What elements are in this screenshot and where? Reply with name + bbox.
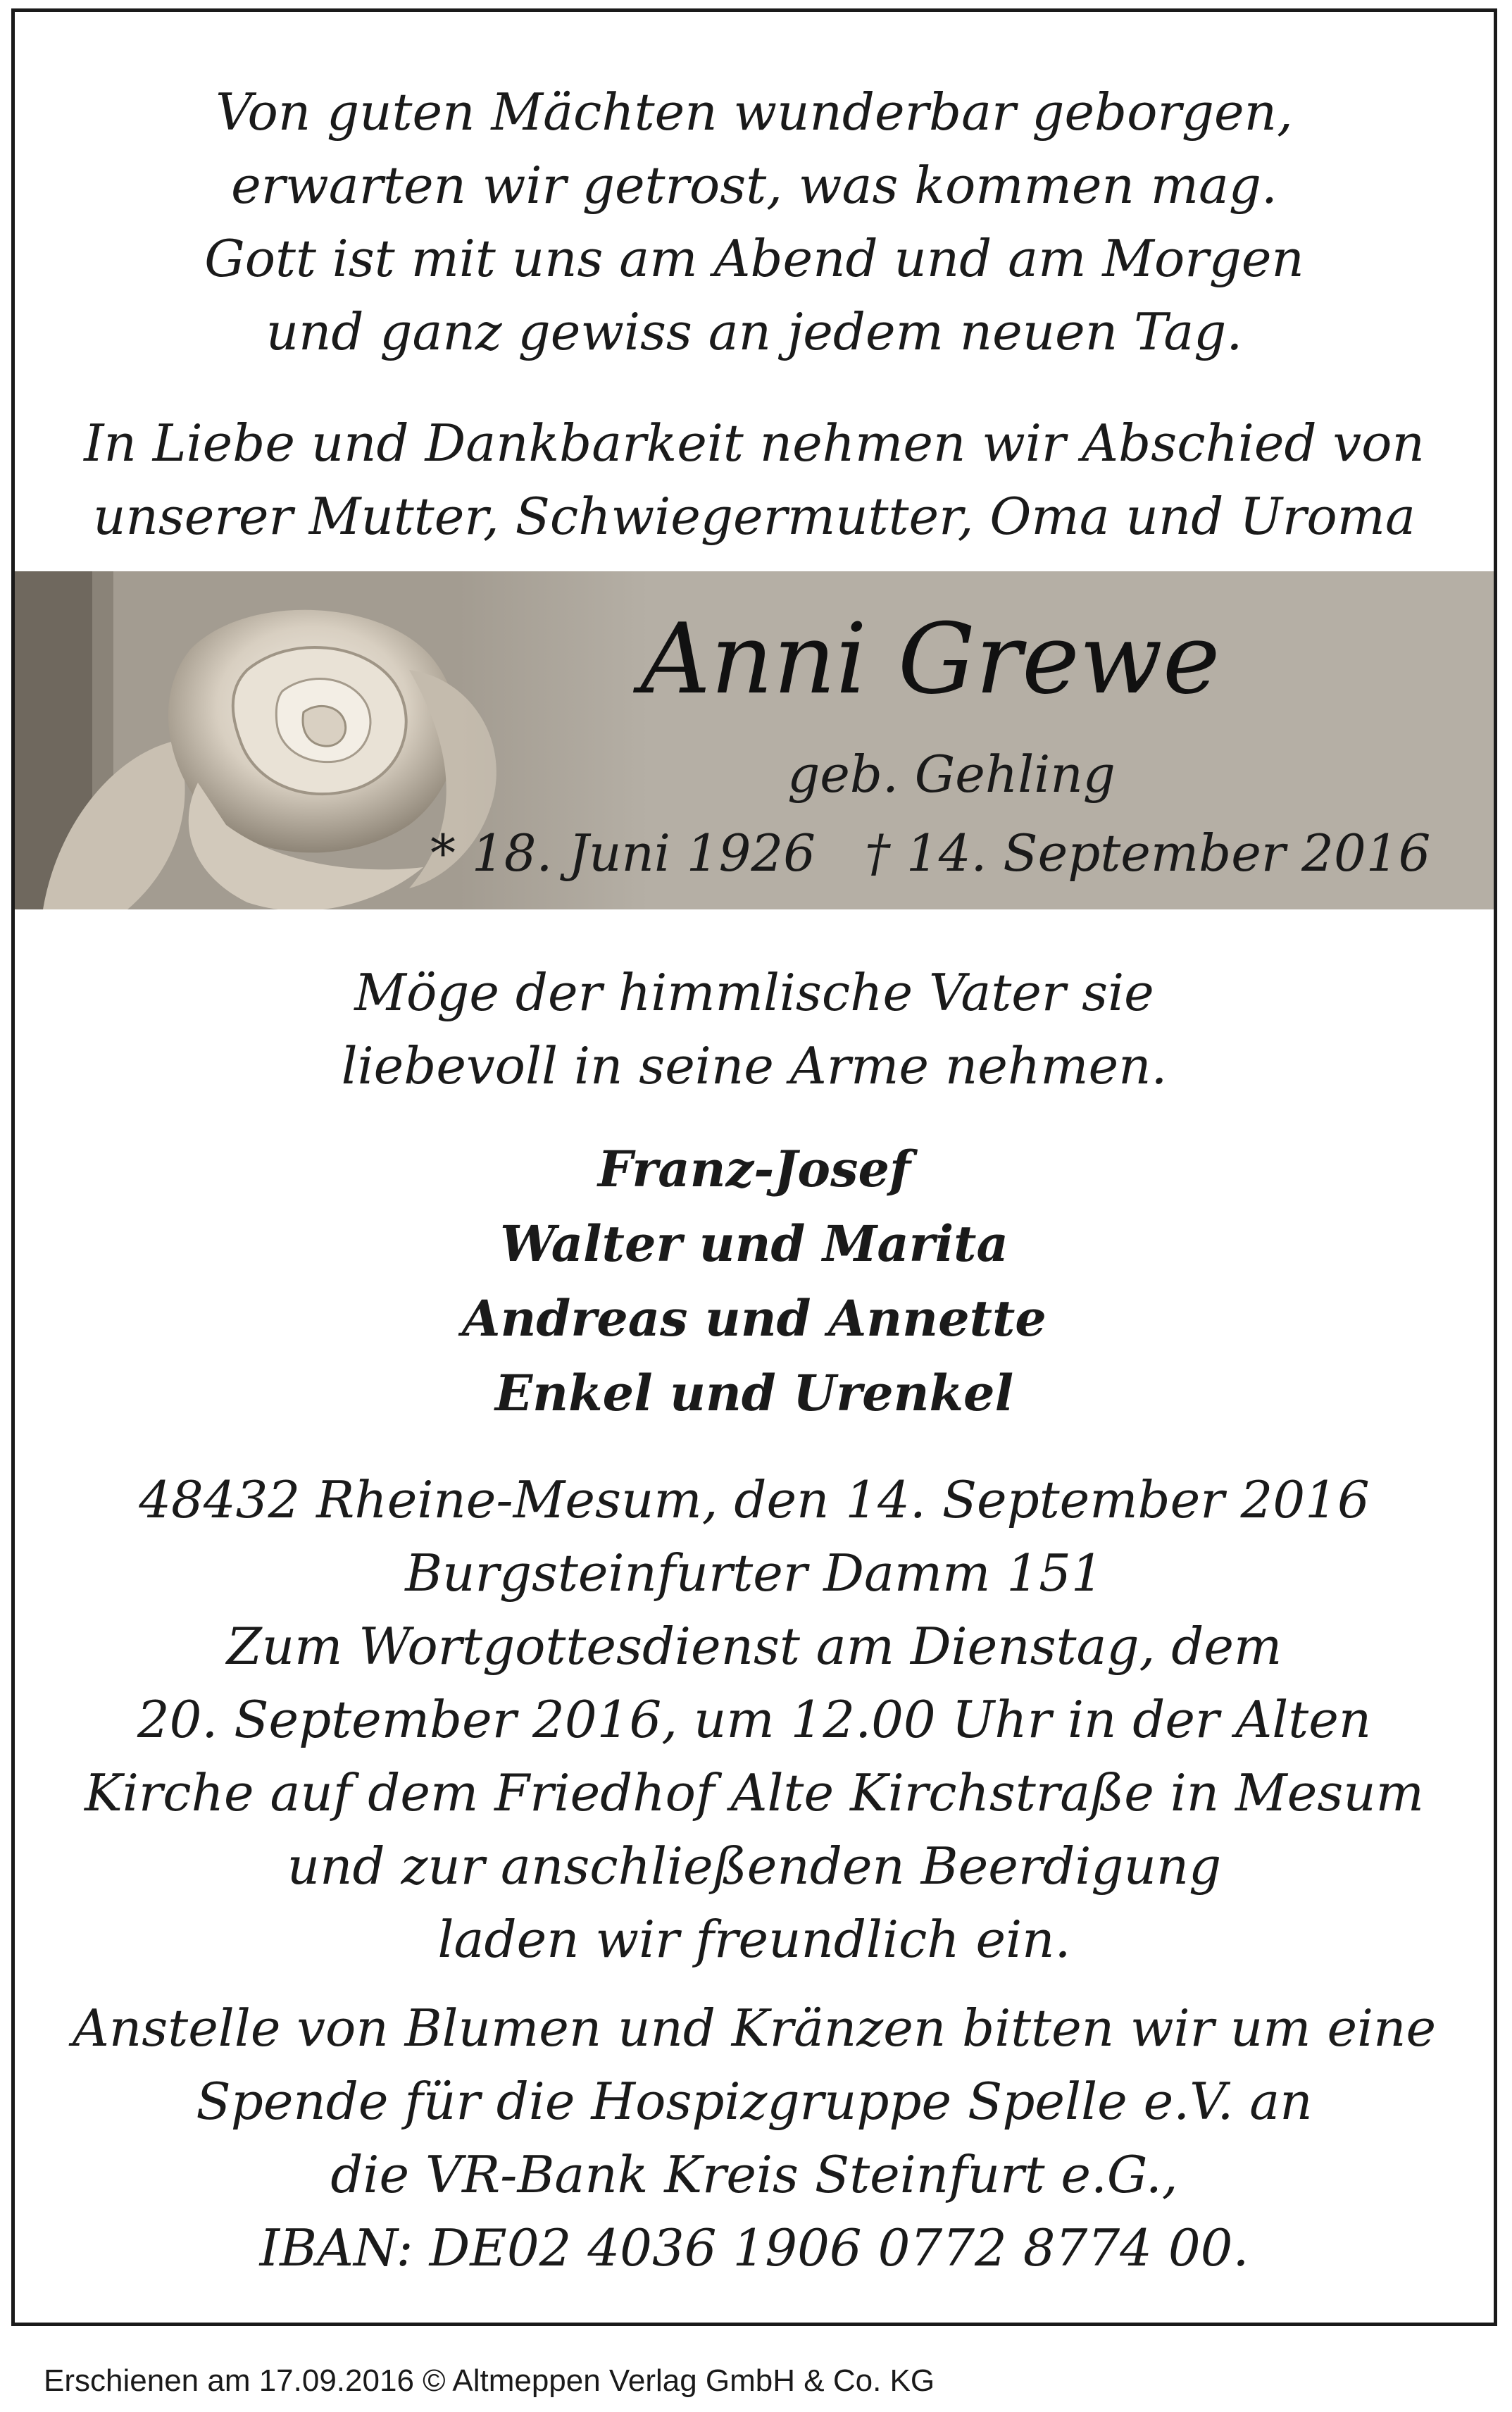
intro-line: unserer Mutter, Schwiegermutter, Oma und Uroma	[93, 487, 1416, 546]
verse-line: Von guten Mächten wunderbar geborgen,	[215, 82, 1293, 142]
service-line: und zur anschließenden Beerdigung	[287, 1836, 1222, 1896]
obituary-card	[11, 8, 1497, 2326]
mourner-name: Enkel und Urenkel	[494, 1364, 1014, 1422]
maiden-name: geb. Gehling	[787, 745, 1116, 804]
service-line: Zum Wortgottesdienst am Dienstag, dem	[226, 1617, 1282, 1676]
service-line: Kirche auf dem Friedhof Alte Kirchstraße in Mesum	[85, 1763, 1424, 1822]
mourner-name: Franz-Josef	[597, 1140, 911, 1198]
verse-block	[15, 75, 1494, 368]
donation-line: Spende für die Hospizgruppe Spelle e.V. an	[196, 2072, 1313, 2131]
verse-line: erwarten wir getrost, was kommen mag.	[231, 156, 1277, 215]
verse-line: Gott ist mit uns am Abend und am Morgen	[204, 229, 1304, 288]
publication-imprint: Erschienen am 17.09.2016 © Altmeppen Verlag GmbH & Co. KG	[44, 2363, 935, 2398]
donation-line: Anstelle von Blumen und Kränzen bitten wir um eine	[72, 1998, 1437, 2058]
intro-line: In Liebe und Dankbarkeit nehmen wir Abschied von	[84, 414, 1425, 473]
blessing-text	[15, 956, 1494, 1102]
donation-line: IBAN: DE02 4036 1906 0772 8774 00.	[259, 2218, 1249, 2277]
mourner-name: Andreas und Annette	[462, 1289, 1046, 1348]
blessing-line: Möge der himmlische Vater sie	[354, 963, 1154, 1022]
service-line: laden wir freundlich ein.	[437, 1910, 1071, 1969]
service-info	[15, 1610, 1494, 1976]
life-dates	[430, 818, 1430, 888]
farewell-intro	[15, 406, 1494, 553]
name-banner	[15, 571, 1494, 909]
donation-note	[15, 1991, 1494, 2284]
birth-date: * 18. Juni 1926	[430, 823, 816, 883]
mourners-list	[15, 1132, 1494, 1431]
donation-line: die VR-Bank Kreis Steinfurt e.G.,	[330, 2145, 1178, 2204]
address-line: 48432 Rheine-Mesum, den 14. September 2016	[139, 1470, 1370, 1529]
address-line: Burgsteinfurter Damm 151	[405, 1543, 1104, 1603]
deceased-name: Anni Grewe	[640, 602, 1220, 716]
verse-line: und ganz gewiss an jedem neuen Tag.	[265, 302, 1243, 361]
address-block	[15, 1463, 1494, 1610]
death-date: † 14. September 2016	[865, 823, 1431, 883]
mourner-name: Walter und Marita	[500, 1214, 1008, 1273]
blessing-line: liebevoll in seine Arme nehmen.	[341, 1036, 1168, 1095]
service-line: 20. September 2016, um 12.00 Uhr in der Alten	[137, 1690, 1372, 1749]
